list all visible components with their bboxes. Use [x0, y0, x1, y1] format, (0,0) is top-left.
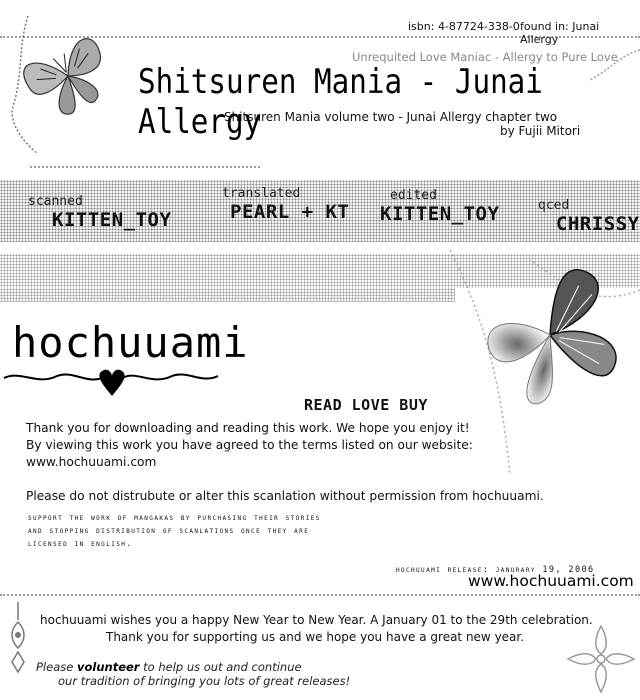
- main-title: Shitsuren Mania - Junai Allergy: [138, 62, 543, 142]
- volunteer-pre: Please: [36, 660, 77, 674]
- credit-scanned: [28, 194, 171, 231]
- logo-underline-flourish: [2, 366, 222, 398]
- credit-name: CHRISSY: [556, 213, 640, 235]
- footer-line: Thank you for supporting us and we hope you have a great new year.: [106, 630, 525, 644]
- credit-name: KITTEN_TOY: [52, 209, 172, 231]
- support-block: [28, 512, 321, 551]
- english-subtitle: Unrequited Love Maniac - Allergy to Pure Love: [352, 50, 618, 64]
- dotted-rule-left: [30, 166, 260, 168]
- support-line: support the work of mangakas by purchasing their stories: [28, 513, 321, 523]
- support-line: licensed in english.: [28, 539, 133, 549]
- credit-translated: [222, 186, 349, 223]
- found-in-text: found in: Junai Allergy: [520, 20, 600, 46]
- decorative-swirl: [560, 40, 640, 90]
- support-line: and stopping distribution of scanlations once they are: [28, 526, 310, 536]
- author: by Fujii Mitori: [500, 124, 581, 138]
- credit-edited: [380, 188, 499, 225]
- notice-line: By viewing this work you have agreed to the terms listed on our website:: [26, 438, 473, 452]
- credit-role: translated: [222, 186, 301, 201]
- volunteer-post: to help us out and continue: [139, 660, 302, 674]
- isbn-text: isbn: 4-87724-338-0: [408, 20, 520, 33]
- volunteer-block: [36, 660, 350, 688]
- credit-name: KITTEN_TOY: [380, 203, 500, 225]
- volume-line: Shitsuren Mania volume two - Junai Allergy chapter two: [224, 110, 558, 124]
- credit-role: scanned: [28, 194, 83, 209]
- credit-role: edited: [390, 188, 437, 203]
- credit-role: qced: [538, 198, 570, 213]
- halftone-strip-lower: [0, 288, 455, 302]
- credit-name: PEARL + KT: [230, 201, 350, 223]
- ornament-icon: [0, 600, 36, 680]
- notice-website: www.hochuuami.com: [26, 455, 157, 469]
- footer-line: hochuuami wishes you a happy New Year to New Year. A January 01 to the 29th celebration.: [40, 613, 593, 627]
- notice-line: Please do not distrubute or alter this scanlation without permission from hochuuami.: [26, 489, 544, 503]
- release-url: www.hochuuami.com: [468, 572, 634, 590]
- footer-dotted-rule: [0, 594, 640, 596]
- credit-qced: [538, 198, 640, 235]
- notice-block: [26, 420, 544, 505]
- slogan: READ LOVE BUY: [304, 396, 428, 414]
- ornament-icon: [566, 624, 636, 694]
- notice-line: Thank you for downloading and reading this work. We hope you enjoy it!: [26, 421, 470, 435]
- butterfly-icon: [8, 6, 118, 156]
- volunteer-link[interactable]: volunteer: [76, 660, 140, 674]
- group-logo: hochuuami: [12, 318, 249, 367]
- release-date: hochuuami release: janurary 19, 2006: [396, 565, 595, 575]
- volunteer-line2: our tradition of bringing you lots of great releases!: [58, 674, 351, 688]
